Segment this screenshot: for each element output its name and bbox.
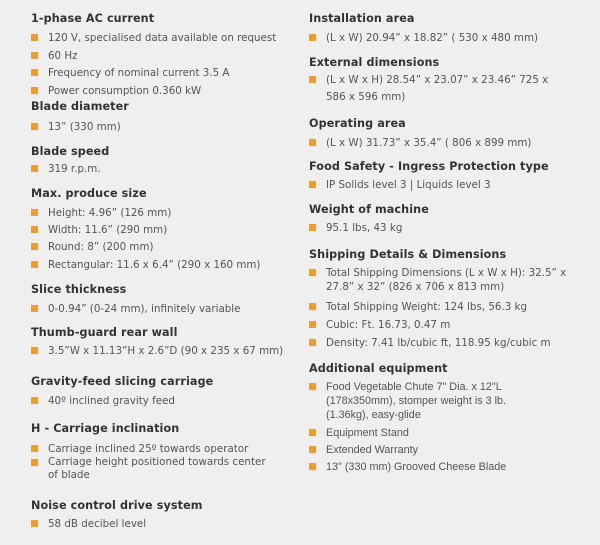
spec-item: Width: 11.6” (290 mm) <box>31 223 167 237</box>
spec-item: 60 Hz <box>31 49 78 63</box>
spec-item: 120 V, specialised data available on request <box>31 31 276 45</box>
spec-item: 58 dB decibel level <box>31 517 146 531</box>
spec-item: Carriage inclined 25º towards operator <box>31 442 248 456</box>
bullet-icon <box>31 52 38 59</box>
equipment-item: 13" (330 mm) Grooved Cheese Blade <box>309 460 524 474</box>
spec-item: Cubic: Ft. 16.73, 0.47 m <box>309 318 450 332</box>
spec-item: Total Shipping Weight: 124 lbs, 56.3 kg <box>309 300 527 314</box>
spec-item: 40º inclined gravity feed <box>31 394 175 408</box>
spec-item: 3.5”W x 11.13”H x 2.6”D (90 x 235 x 67 mm) <box>31 344 283 358</box>
additional-equipment-heading: Additional equipment <box>309 362 448 375</box>
installation-area-heading: Installation area <box>309 12 415 25</box>
bullet-icon <box>31 226 38 233</box>
bullet-icon <box>309 303 316 310</box>
spec-item: (L x W x H) 28.54” x 23.07” x 23.46” 725 x 586 x 596 mm) <box>309 72 559 106</box>
equipment-item: Extended Warranty <box>309 443 418 457</box>
power-heading: 1-phase AC current <box>31 12 155 25</box>
bullet-icon <box>309 34 316 41</box>
bullet-icon <box>31 243 38 250</box>
weight-heading: Weight of machine <box>309 203 429 216</box>
bullet-icon <box>31 305 38 312</box>
equipment-item: Equipment Stand <box>309 426 409 440</box>
produce-size-heading: Max. produce size <box>31 187 147 200</box>
bullet-icon <box>31 520 38 527</box>
shipping-heading: Shipping Details & Dimensions <box>309 248 507 261</box>
spec-item: (L x W) 20.94” x 18.82” ( 530 x 480 mm) <box>309 31 538 45</box>
spec-item: Total Shipping Dimensions (L x W x H): 32.5” x 27.8” x 32” (826 x 706 x 813 mm) <box>309 266 571 294</box>
bullet-icon <box>31 445 38 452</box>
bullet-icon <box>31 209 38 216</box>
spec-item: Carriage height positioned towards center of blade <box>31 456 271 482</box>
bullet-icon <box>309 446 316 453</box>
blade-speed-heading: Blade speed <box>31 145 110 158</box>
carriage-inclination-heading: H - Carriage inclination <box>31 422 180 435</box>
bullet-icon <box>309 463 316 470</box>
spec-item: 13” (330 mm) <box>31 120 121 134</box>
noise-control-heading: Noise control drive system <box>31 499 203 512</box>
spec-item: IP Solids level 3 | Liquids level 3 <box>309 178 491 192</box>
spec-item: 319 r.p.m. <box>31 162 101 176</box>
gravity-feed-heading: Gravity-feed slicing carriage <box>31 375 214 388</box>
bullet-icon <box>309 383 316 390</box>
external-dimensions-heading: External dimensions <box>309 56 440 69</box>
bullet-icon <box>309 139 316 146</box>
spec-item: Rectangular: 11.6 x 6.4” (290 x 160 mm) <box>31 258 260 272</box>
spec-item: Height: 4.96” (126 mm) <box>31 206 171 220</box>
spec-item: Frequency of nominal current 3.5 A <box>31 66 229 80</box>
slice-thickness-heading: Slice thickness <box>31 283 127 296</box>
bullet-icon <box>31 397 38 404</box>
bullet-icon <box>309 321 316 328</box>
bullet-icon <box>309 224 316 231</box>
spec-item: Power consumption 0.360 kW <box>31 84 201 98</box>
bullet-icon <box>309 76 316 83</box>
spec-item: Density: 7.41 lb/cubic ft, 118.95 kg/cubic m <box>309 336 551 350</box>
spec-item: 0-0.94” (0-24 mm), infinitely variable <box>31 302 240 316</box>
bullet-icon <box>309 339 316 346</box>
bullet-icon <box>31 261 38 268</box>
blade-diameter-heading: Blade diameter <box>31 100 129 113</box>
bullet-icon <box>31 87 38 94</box>
equipment-item: Food Vegetable Chute 7" Dia. x 12"L (178x350mm), stomper weight is 3 lb. (1.36kg), easy-glide <box>309 380 524 422</box>
spec-item: 95.1 lbs, 43 kg <box>309 221 402 235</box>
bullet-icon <box>31 34 38 41</box>
bullet-icon <box>31 165 38 172</box>
bullet-icon <box>31 347 38 354</box>
spec-item: Round: 8” (200 mm) <box>31 240 154 254</box>
bullet-icon <box>309 269 316 276</box>
bullet-icon <box>31 459 38 466</box>
bullet-icon <box>31 123 38 130</box>
bullet-icon <box>31 69 38 76</box>
food-safety-heading: Food Safety - Ingress Protection type <box>309 160 549 173</box>
spec-item: (L x W) 31.73” x 35.4” ( 806 x 899 mm) <box>309 136 531 150</box>
operating-area-heading: Operating area <box>309 117 406 130</box>
thumb-guard-heading: Thumb-guard rear wall <box>31 326 178 339</box>
bullet-icon <box>309 181 316 188</box>
bullet-icon <box>309 429 316 436</box>
